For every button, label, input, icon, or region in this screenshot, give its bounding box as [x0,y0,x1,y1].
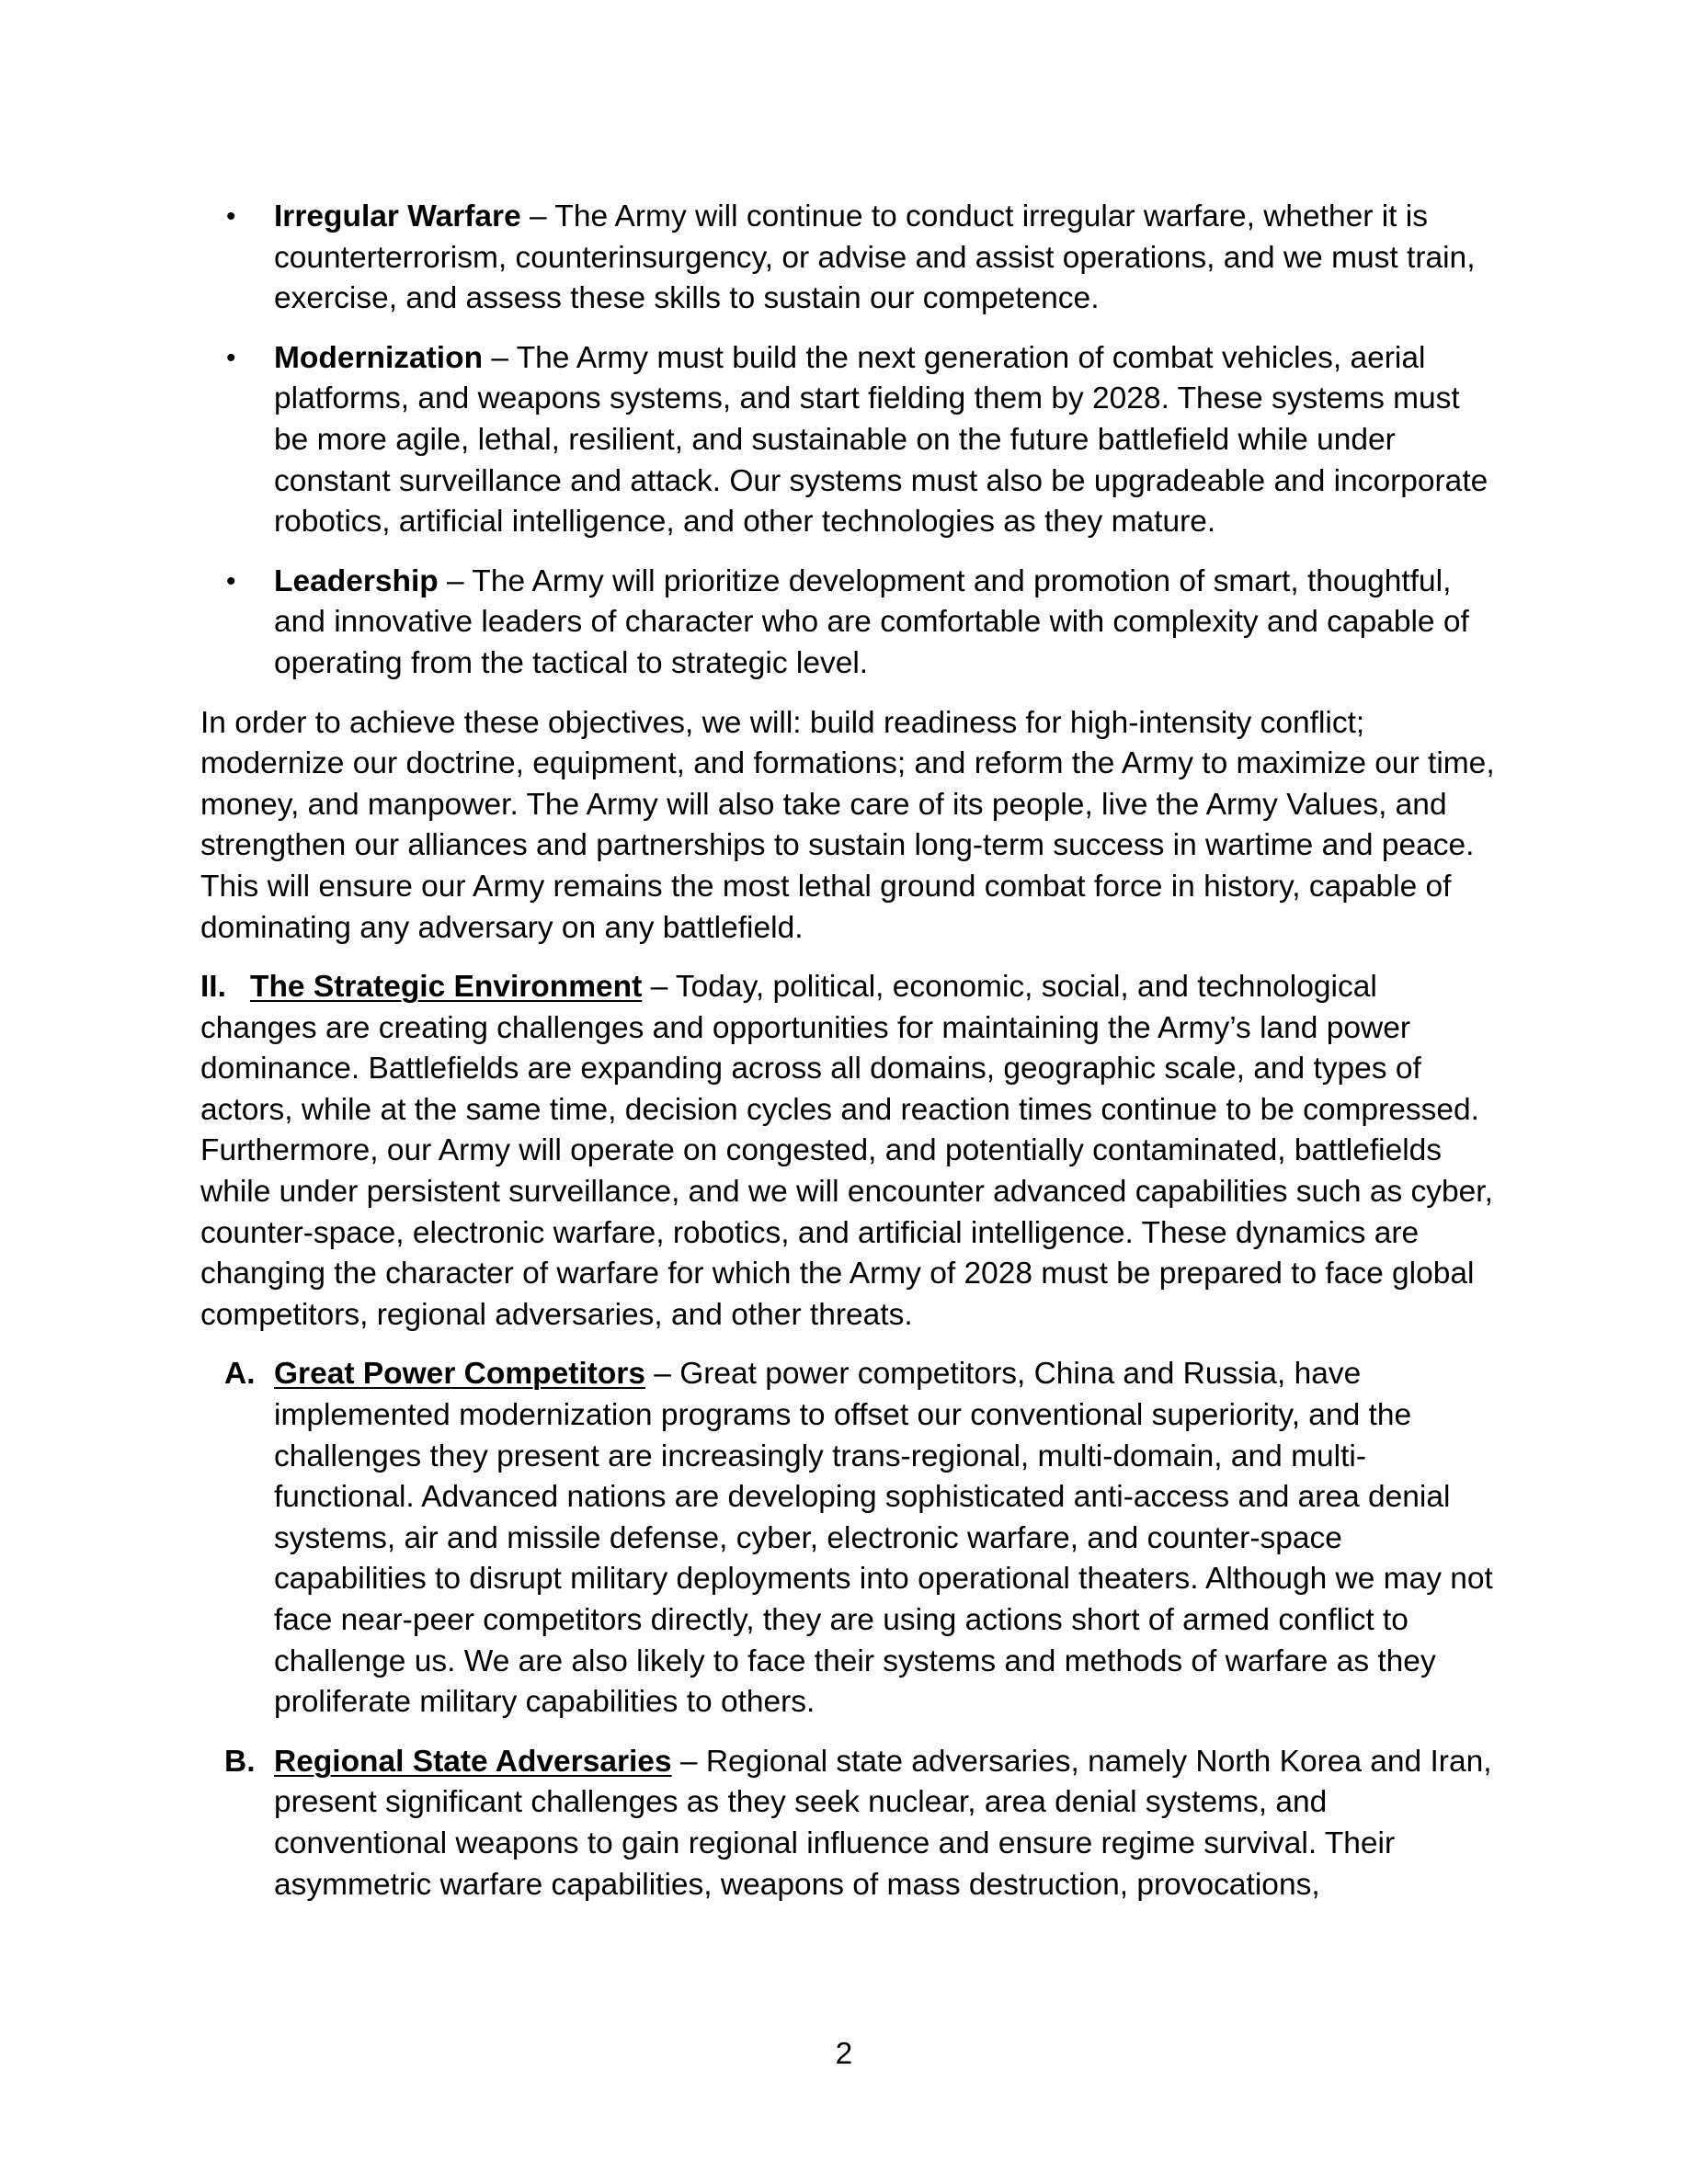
subsection-text: – Regional state adversaries, namely North Korea and Iran, present significant challenges as they seek nuclear, area denial systems, and conventional weapons to gain regional influence and ensure regime survival. Their asymmetric warfare capabilities, weapons of mass destruction, provocations, [274,1744,1492,1902]
bullet-term: Leadership [274,563,439,598]
section-text: – Today, political, economic, social, and technological changes are creating challenges and opportunities for maintaining the Army’s land power dominance. Battlefields are expanding across all domains, geographic scale, and types of actors, while at the same time, decision cycles and reaction times continue to be compressed. Furthermore, our Army will operate on congested, and potentially contaminated, battlefields while under persistent surveillance, and we will encounter advanced capabilities such as cyber, counter-space, electronic warfare, robotics, and artificial intelligence. These dynamics are changing the character of warfare for which the Army of 2028 must be prepared to face global competitors, regional adversaries, and other threats. [200,970,1493,1332]
bullet-text: – The Army will continue to conduct irregular warfare, whether it is counterterrorism, counterinsurgency, or advise and assist operations, and we must train, exercise, and assess these skills to sustain our competence. [274,199,1476,316]
page-body [200,197,1495,1924]
bullet-icon: • [226,342,236,373]
bullet-icon: • [226,201,236,232]
bullet-icon: • [226,565,236,597]
bullet-term: Modernization [274,340,484,375]
section-numeral: II. [200,970,226,1005]
section-strategic-environment [200,967,1495,1336]
subsection-title: Great Power Competitors [274,1357,645,1392]
subsection-text: – Great power competitors, China and Russia, have implemented modernization programs to offset our conventional superiority, and the challenges they present are increasingly trans-regional, multi-domain, and multi-functional. Advanced nations are developing sophisticated anti-access and area denial systems, air and missile defense, cyber, electronic warfare, and counter-space capabilities to disrupt military deployments into operational theaters. Although we may not face near-peer competitors directly, they are using actions short of armed conflict to challenge us. We are also likely to face their systems and methods of warfare as they proliferate military capabilities to others. [274,1357,1493,1720]
bullet-term: Irregular Warfare [274,199,521,233]
section-title: The Strategic Environment [250,970,643,1005]
subsection-title: Regional State Adversaries [274,1744,672,1779]
subsection-regional-state-adversaries [200,1742,1495,1905]
subsection-letter: B. [224,1744,256,1779]
subsection-letter: A. [224,1357,256,1392]
bullet-text: – The Army must build the next generation of combat vehicles, aerial platforms, and weapons systems, and start fielding them by 2028. These systems must be more agile, lethal, resilient, and sustainable on the future battlefield while under constant surveillance and attack. Our systems must also be upgradeable and incorporate robotics, artificial intelligence, and other technologies as they mature. [274,340,1488,540]
summary-paragraph: In order to achieve these objectives, we will: build readiness for high-intensity conflict; modernize our doctrine, equipment, and formations; and reform the Army to maximize our time, money, and manpower. The Army will also take care of its people, live the Army Values, and strengthen our alliances and partnerships to sustain long-term success in wartime and peace. This will ensure our Army remains the most lethal ground combat force in history, capable of dominating any adversary on any battlefield. [200,705,1495,945]
bullet-item-modernization [200,338,1495,543]
bullet-item-leadership [200,562,1495,685]
subsection-great-power-competitors [200,1354,1495,1723]
page-number: 2 [835,2037,853,2071]
bullet-text: – The Army will prioritize development and promotion of smart, thoughtful, and innovative leaders of character who are comfortable with complexity and capable of operating from the tactical to strategic level. [274,563,1469,680]
bullet-item-irregular-warfare [200,197,1495,320]
